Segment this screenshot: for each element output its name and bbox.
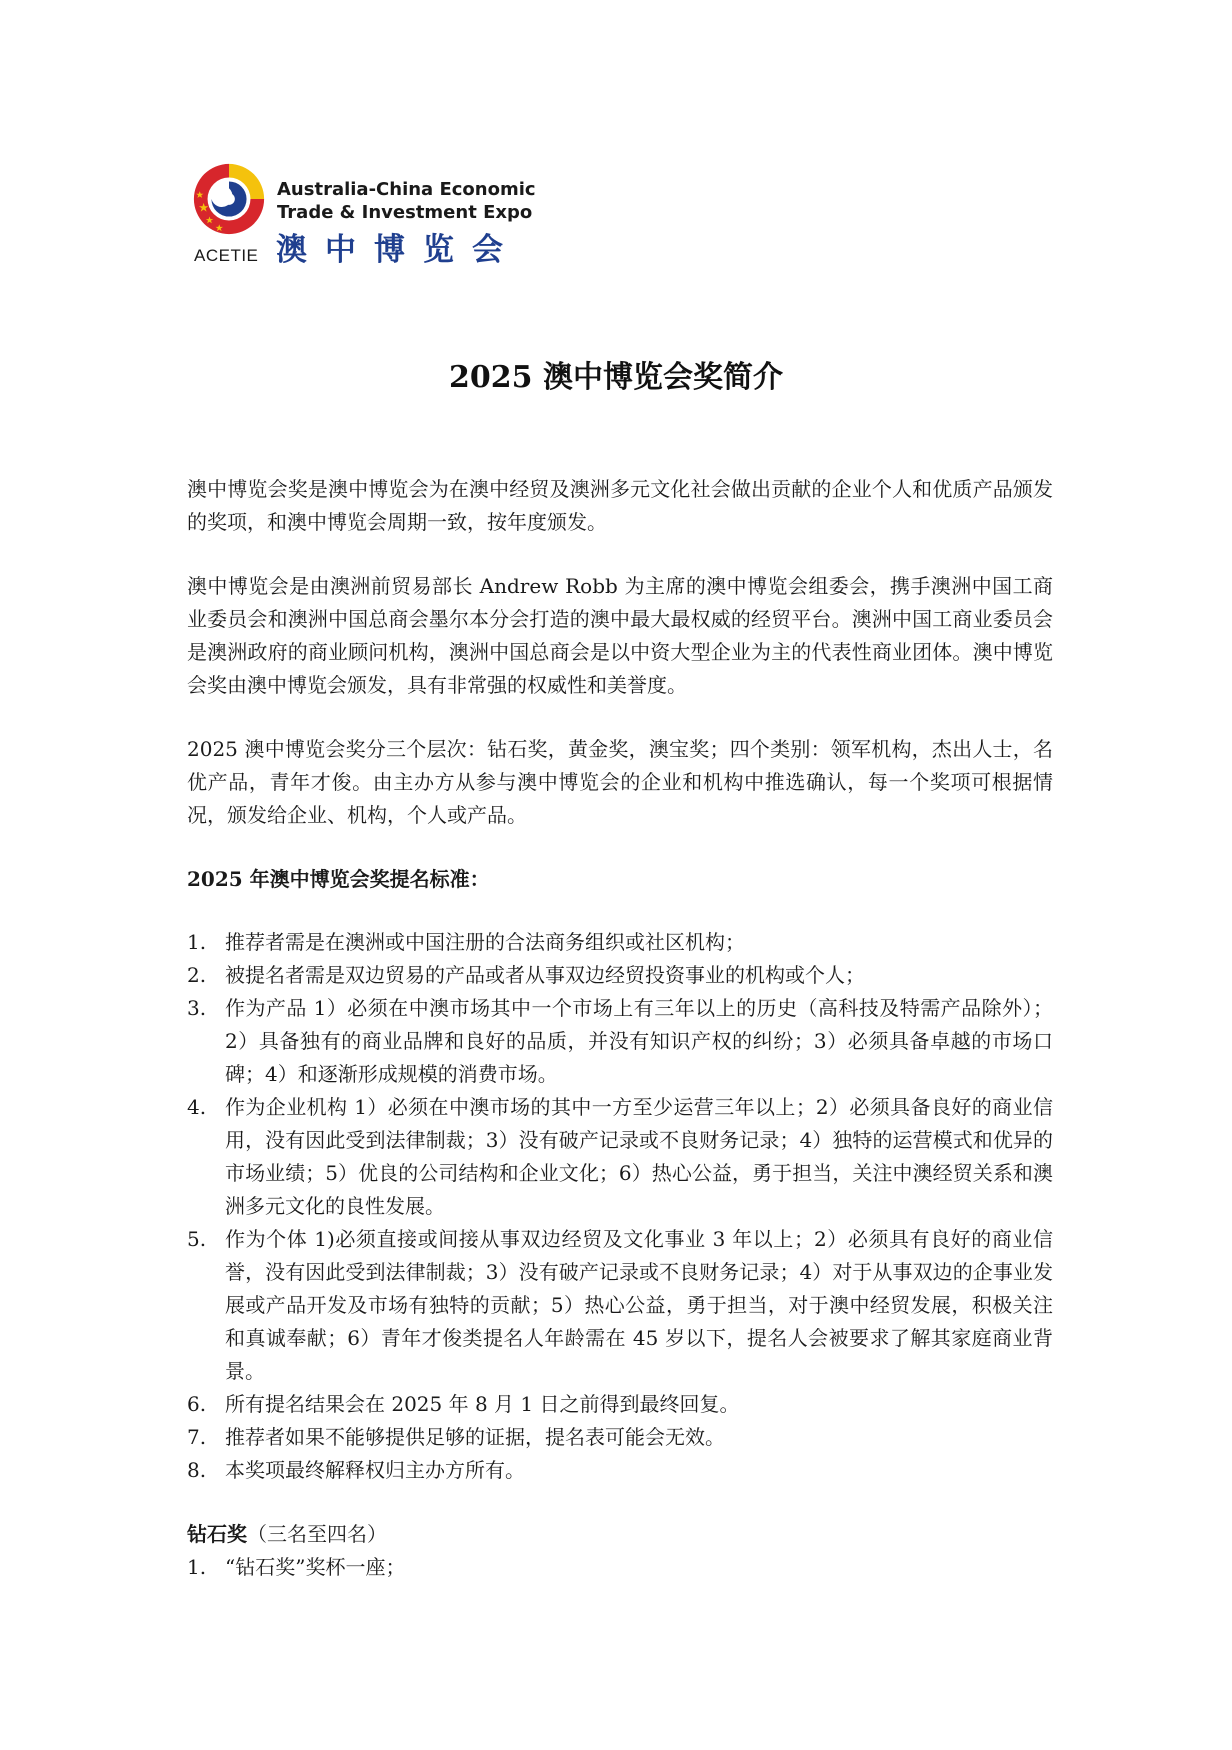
criteria-item [187,1454,1053,1487]
diamond-award-item-text: “钻石奖”奖杯一座； [225,1555,406,1579]
logo-acronym: ACETIE [194,246,259,265]
criteria-item-text: 作为企业机构 1）必须在中澳市场的其中一方至少运营三年以上；2）必须具备良好的商业信用，没有因此受到法律制裁；3）没有破产记录或不良财务记录；4）独特的运营模式和优异的市场业绩；5）优良的公司结构和企业文化；6）热心公益，勇于担当，关注中澳经贸关系和澳洲多元文化的良性发展。 [225,1095,1053,1218]
diamond-award-item [187,1551,1053,1584]
criteria-item [187,1421,1053,1454]
logo-chinese-name: 澳中博览会 [276,232,521,268]
criteria-item-text: 推荐者如果不能够提供足够的证据，提名表可能会无效。 [225,1425,725,1449]
page-title: 2025 澳中博览会奖简介 [449,360,783,395]
criteria-item-number: 2. [187,963,207,987]
diamond-award-name: 钻石奖 [187,1522,247,1546]
criteria-item-number: 7. [187,1425,207,1449]
criteria-item [187,1091,1053,1223]
criteria-item [187,1388,1053,1421]
criteria-item [187,926,1053,959]
diamond-award-heading [187,1518,1053,1551]
document-body [187,473,1053,1584]
criteria-list [187,926,1053,1487]
criteria-item [187,1223,1053,1388]
criteria-item-number: 1. [187,930,207,954]
criteria-item-number: 3. [187,996,207,1020]
criteria-item [187,992,1053,1091]
logo-english-name [277,178,536,224]
criteria-item-number: 8. [187,1458,207,1482]
diamond-award-item-number: 1. [187,1555,207,1579]
acetie-logo [190,160,536,270]
criteria-item-text: 所有提名结果会在 2025 年 8 月 1 日之前得到最终回复。 [225,1392,740,1416]
criteria-item-text: 推荐者需是在澳洲或中国注册的合法商务组织或社区机构； [225,930,745,954]
criteria-item-number: 6. [187,1392,207,1416]
diamond-award-quota: （三名至四名） [247,1522,387,1546]
intro-paragraph-1: 澳中博览会奖是澳中博览会为在澳中经贸及澳洲多元文化社会做出贡献的企业个人和优质产品颁发的奖项，和澳中博览会周期一致，按年度颁发。 [187,477,1053,534]
criteria-item [187,959,1053,992]
criteria-item-number: 5. [187,1227,207,1251]
criteria-item-number: 4. [187,1095,207,1119]
intro-paragraph-3: 2025 澳中博览会奖分三个层次：钻石奖，黄金奖，澳宝奖；四个类别：领军机构，杰出人士，名优产品，青年才俊。由主办方从参与澳中博览会的企业和机构中推选确认，每一个奖项可根据情况，颁发给企业、机构，个人或产品。 [187,737,1053,827]
criteria-item-text: 作为产品 1）必须在中澳市场其中一个市场上有三年以上的历史（高科技及特需产品除外）；2）具备独有的商业品牌和良好的品质，并没有知识产权的纠纷；3）必须具备卓越的市场口碑；4）和逐渐形成规模的消费市场。 [225,996,1053,1086]
criteria-item-text: 作为个体 1)必须直接或间接从事双边经贸及文化事业 3 年以上；2）必须具有良好的商业信誉，没有因此受到法律制裁；3）没有破产记录或不良财务记录；4）对于从事双边的企事业发展或产品开发及市场有独特的贡献；5）热心公益，勇于担当，对于澳中经贸发展，积极关注和真诚奉献；6）青年才俊类提名人年龄需在 45 岁以下，提名人会被要求了解其家庭商业背景。 [225,1227,1053,1383]
logo-english-line1: Australia-China Economic [277,179,536,200]
logo-english-line2: Trade & Investment Expo [277,202,533,223]
criteria-heading: 2025 年澳中博览会奖提名标准： [187,867,490,891]
acetie-swirl-icon [190,160,268,238]
criteria-item-text: 本奖项最终解释权归主办方所有。 [225,1458,525,1482]
intro-paragraph-2: 澳中博览会是由澳洲前贸易部长 Andrew Robb 为主席的澳中博览会组委会，携手澳洲中国工商业委员会和澳洲中国总商会墨尔本分会打造的澳中最大最权威的经贸平台。澳洲中国工商业委员会是澳洲政府的商业顾问机构，澳洲中国总商会是以中资大型企业为主的代表性商业团体。澳中博览会奖由澳中博览会颁发，具有非常强的权威性和美誉度。 [187,574,1053,697]
criteria-item-text: 被提名者需是双边贸易的产品或者从事双边经贸投资事业的机构或个人； [225,963,865,987]
